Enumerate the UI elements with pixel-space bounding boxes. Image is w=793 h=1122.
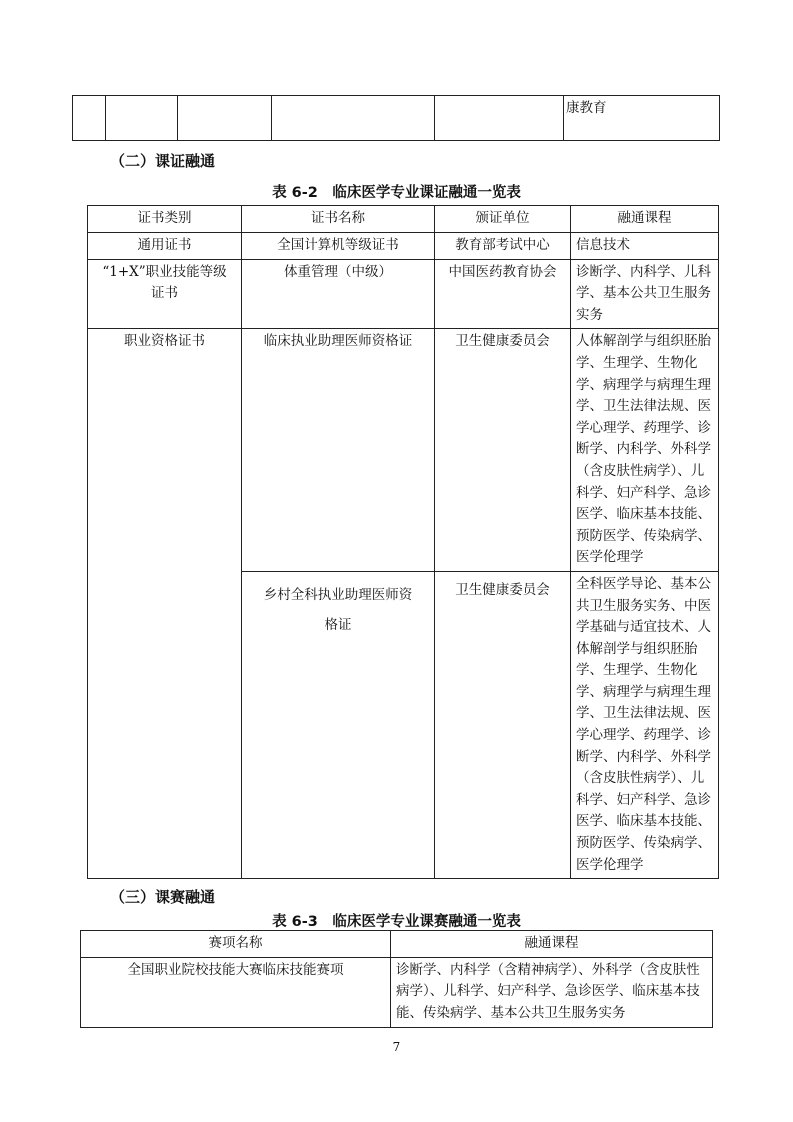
name-cell: 体重管理（中级）: [242, 259, 435, 329]
table-title: 表 6-2 临床医学专业课证融通一览表: [272, 185, 521, 201]
category-cell: 职业资格证书: [88, 329, 242, 879]
issuer-cell: 卫生健康委员会: [435, 329, 571, 572]
header-cell: 证书名称: [242, 206, 435, 233]
previous-table-fragment: [72, 95, 720, 141]
header-cell: 融通课程: [571, 206, 719, 233]
category-cell: “1+X”职业技能等级证书: [88, 259, 242, 329]
table-cell: 康教育: [564, 96, 720, 141]
courses-cell: 信息技术: [571, 233, 719, 260]
name-cell: 临床执业助理医师资格证: [242, 329, 435, 572]
section-heading: （三）课赛融通: [110, 888, 216, 906]
courses-cell: 全科医学导论、基本公共卫生服务实务、中医学基础与适宜技术、人体解剖学与组织胚胎学、生理学、生物化学、病理学与病理生理学、卫生法律法规、医学心理学、药理学、诊断学、内科学、外科学（含皮肤性病学）、儿科学、妇产科学、急诊医学、临床基本技能、预防医学、传染病学、医学伦理学: [571, 571, 719, 878]
header-cell: 融通课程: [391, 931, 713, 958]
category-cell: 通用证书: [88, 233, 242, 260]
table-title: 表 6-3 临床医学专业课赛融通一览表: [272, 914, 521, 930]
header-cell: 证书类别: [88, 206, 242, 233]
header-cell: 颁证单位: [435, 206, 571, 233]
issuer-cell: 卫生健康委员会: [435, 571, 571, 878]
name-cell: 全国计算机等级证书: [242, 233, 435, 260]
competition-name-cell: 全国职业院校技能大赛临床技能赛项: [81, 957, 391, 1027]
page-number: 7: [392, 1040, 401, 1054]
competition-table: [80, 930, 713, 1028]
courses-cell: 诊断学、内科学（含精神病学）、外科学（含皮肤性病学）、儿科学、妇产科学、急诊医学、临床基本技能、传染病学、基本公共卫生服务实务: [391, 957, 713, 1027]
courses-cell: 诊断学、内科学、儿科学、基本公共卫生服务实务: [571, 259, 719, 329]
section-heading: （二）课证融通: [110, 152, 216, 170]
certificate-table: [87, 205, 719, 879]
header-cell: 赛项名称: [81, 931, 391, 958]
courses-cell: 人体解剖学与组织胚胎学、生理学、生物化学、病理学与病理生理学、卫生法律法规、医学心理学、药理学、诊断学、内科学、外科学（含皮肤性病学）、儿科学、妇产科学、急诊医学、临床基本技能、预防医学、传染病学、医学伦理学: [571, 329, 719, 572]
name-cell: 乡村全科执业助理医师资格证: [242, 571, 435, 878]
issuer-cell: 教育部考试中心: [435, 233, 571, 260]
issuer-cell: 中国医药教育协会: [435, 259, 571, 329]
